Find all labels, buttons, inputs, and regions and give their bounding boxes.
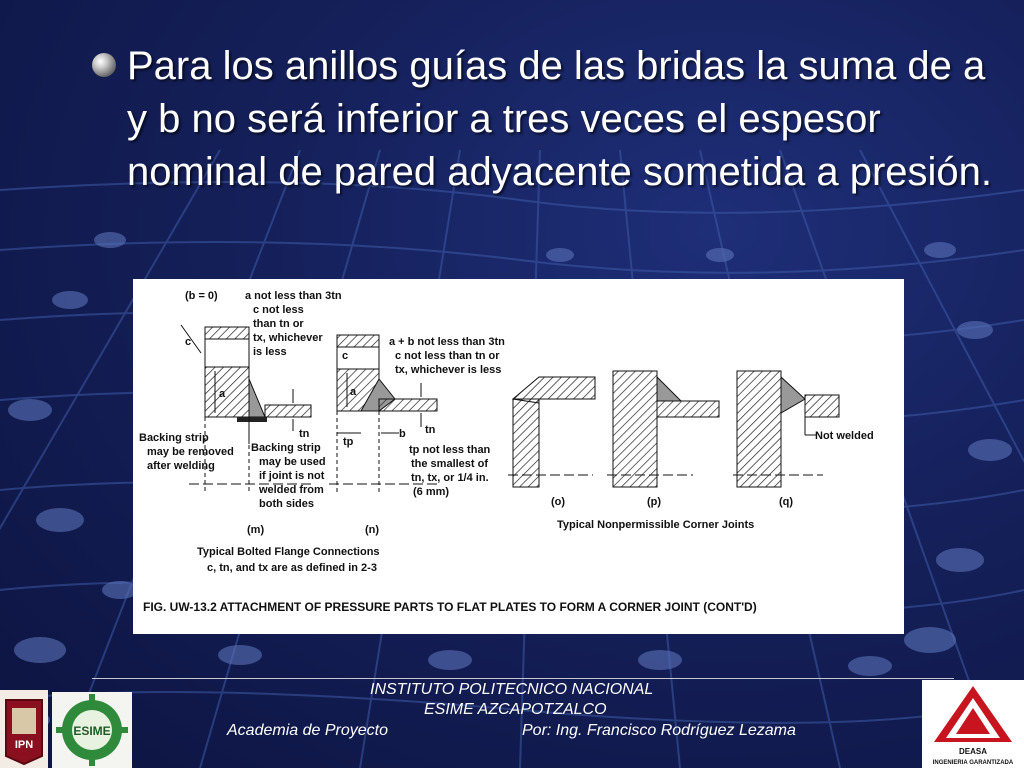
bullet-icon — [92, 53, 116, 77]
nonpermissible-caption: Typical Nonpermissible Corner Joints — [557, 519, 755, 531]
label-a-m: a — [219, 388, 226, 400]
ipn-logo-text: IPN — [14, 739, 34, 751]
figure-title: FIG. UW-13.2 ATTACHMENT OF PRESSURE PARTS TO FLAT PLATES TO FORM A CORNER JOINT (CONT'D) — [143, 600, 757, 614]
tp-note-4: (6 mm) — [413, 486, 450, 498]
backing-removed-1: Backing strip — [139, 432, 209, 444]
backing-removed-2: may be removed — [147, 446, 234, 458]
label-tn-m: tn — [299, 428, 310, 440]
detail-label-q: (q) — [779, 496, 794, 508]
n-note-3: tx, whichever is less — [395, 364, 502, 376]
esime-logo-icon — [52, 692, 132, 768]
backing-used-5: both sides — [259, 498, 315, 510]
backing-used-3: if joint is not — [259, 470, 325, 482]
bolted-caption-1: Typical Bolted Flange Connections — [197, 546, 380, 558]
tp-note-1: tp not less than — [409, 444, 491, 456]
detail-label-p: (p) — [647, 496, 662, 508]
label-c-m: c — [185, 336, 192, 348]
n-note-1: a + b not less than 3tn — [389, 336, 505, 348]
deasa-logo-subtext: INGENIERIA GARANTIZADA — [932, 760, 1014, 766]
label-b-zero: (b = 0) — [185, 290, 218, 302]
backing-removed-3: after welding — [147, 460, 215, 472]
backing-used-2: may be used — [259, 456, 326, 468]
label-tn-n: tn — [425, 424, 436, 436]
detail-o-drawing — [508, 377, 595, 487]
detail-label-o: (o) — [551, 496, 566, 508]
m-note-3: than tn or — [253, 318, 304, 330]
footer-institute: INSTITUTO POLITECNICO NACIONAL — [370, 681, 654, 698]
tp-note-3: tn, tx, or 1/4 in. — [411, 472, 489, 484]
footer-school: ESIME AZCAPOTZALCO — [424, 701, 607, 718]
n-note-2: c not less than tn or — [395, 350, 500, 362]
deasa-logo-text: DEASA — [958, 747, 988, 756]
label-tp: tp — [343, 436, 354, 448]
detail-p-drawing — [607, 371, 719, 487]
m-note-1: a not less than 3tn — [245, 290, 342, 302]
m-note-4: tx, whichever — [253, 332, 323, 344]
label-a-n: a — [350, 386, 357, 398]
footer-author: Por: Ing. Francisco Rodríguez Lezama — [522, 722, 796, 739]
footer-academy: Academia de Proyecto — [227, 722, 388, 739]
ipn-logo-icon — [0, 690, 48, 768]
backing-used-4: welded from — [259, 484, 324, 496]
m-note-5: is less — [253, 346, 287, 358]
engineering-figure — [133, 279, 904, 634]
deasa-logo-icon — [922, 680, 1024, 768]
label-b: b — [399, 428, 406, 440]
bolted-caption-2: c, tn, and tx are as defined in 2-3 — [207, 562, 377, 574]
m-note-2: c not less — [253, 304, 304, 316]
detail-q-drawing — [733, 371, 839, 487]
not-welded-label: Not welded — [815, 430, 874, 442]
footer-divider — [92, 678, 954, 679]
detail-label-n: (n) — [365, 524, 380, 536]
detail-label-m: (m) — [247, 524, 265, 536]
label-c-n: c — [342, 350, 349, 362]
slide-body-text: Para los anillos guías de las bridas la suma de a y b no será inferior a tres veces el espesor nominal de pared adyacente sometida a presión. — [127, 44, 992, 194]
esime-logo-text: ESIME — [73, 724, 111, 738]
tp-note-2: the smallest of — [411, 458, 489, 470]
backing-used-1: Backing strip — [251, 442, 321, 454]
